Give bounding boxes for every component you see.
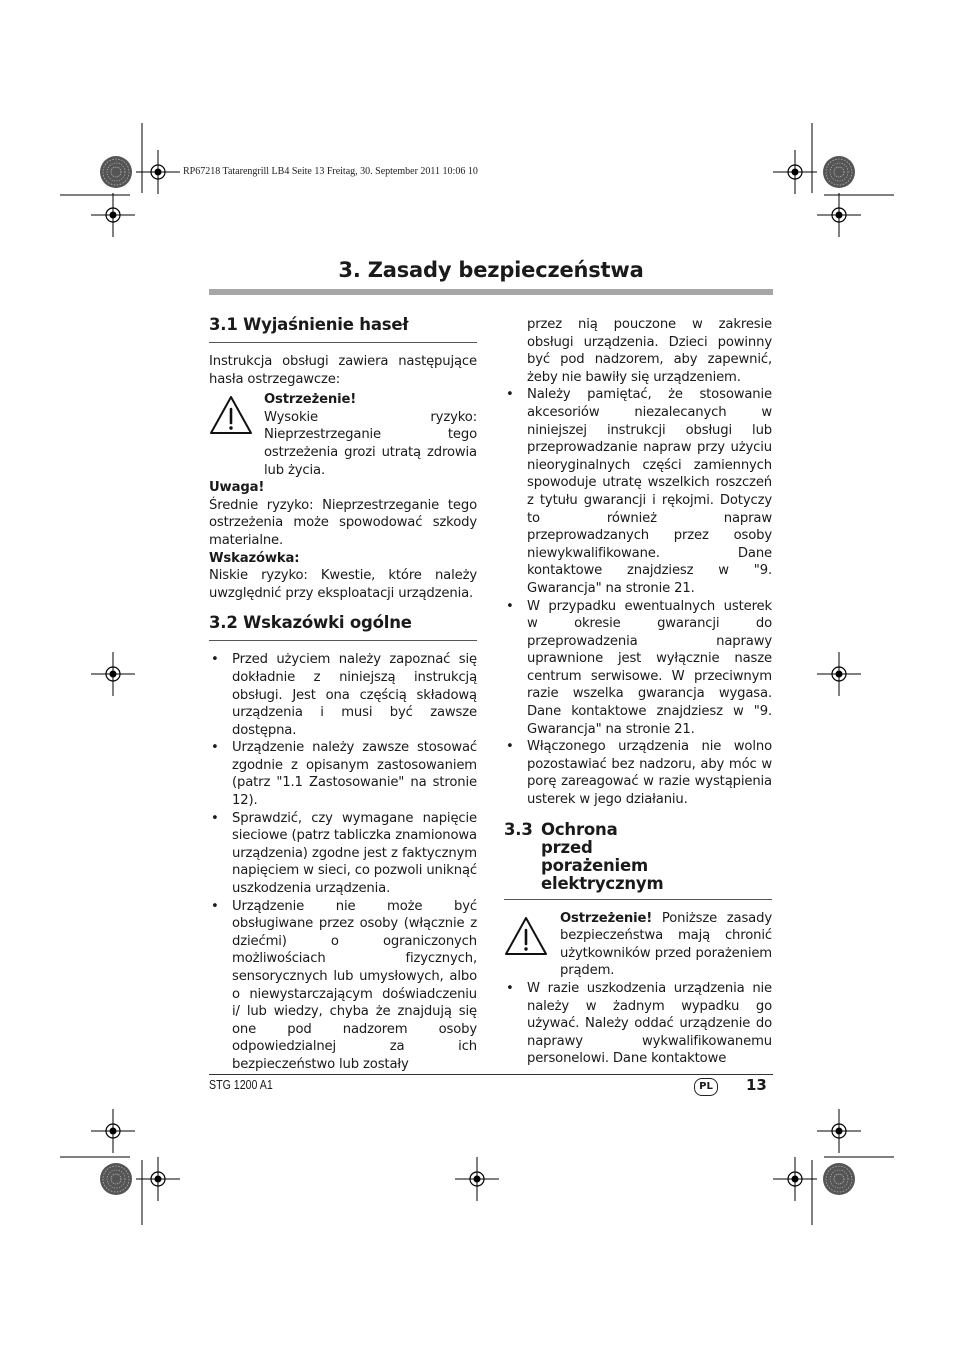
section-divider [209,342,477,343]
warning-text: Poniższe zasady bezpieczeństwa mają chronić użytkowników przed porażeniem prądem. [560,910,772,979]
general-safety-list [209,651,477,1073]
section-3-2-heading: 3.2 Wskazówki ogólne [209,613,412,633]
list-item: • Urządzenie należy zawsze stosować zgodnie z opisanym zastosowaniem (patrz "1.1 Zastosowanie" na stronie 12). [209,739,477,809]
footer-rule [209,1074,773,1075]
warning-label: Ostrzeżenie! [560,910,653,926]
continuation-text: przez nią pouczone w zakresie obsługi urządzenia. Dzieci powinny być pod nadzorem, aby zapewnić, żeby nie bawiły się urządzeniem. [527,317,772,385]
warning-triangle-icon [209,395,253,435]
general-safety-list-continued [504,386,772,808]
list-item: • Należy pamiętać, że stosowanie akcesoriów niezalecanych w niniejszej instrukcji obsługi lub przeprowadzanie napraw przy użyciu nieoryginalnych części zamiennych spowoduje utratę wszelkich roszczeń z tytułu gwarancji i rękojmi. Dotyczy to również napraw przeprowadzanych przez osoby niewykwalifikowane. Dane kontaktowe znajdziesz w "9. Gwarancja" na stronie 21. [504,386,772,597]
list-item: • Przed użyciem należy zapoznać się dokładnie z niniejszą instrukcją obsługi. Jest ona częścią składową urządzenia i musi być zawsze dostępna. [209,651,477,739]
print-info-line: RP67218 Tatarengrill LB4 Seite 13 Freitag, 30. September 2011 10:06 10 [183,166,478,177]
electric-safety-list [504,980,772,1068]
list-item: • Włączonego urządzenia nie wolno pozostawiać bez nadzoru, aby móc w porę zareagować w razie wystąpienia usterek w jego działaniu. [504,738,772,808]
chapter-title: 3. Zasady bezpieczeństwa [338,258,644,282]
list-item: • Sprawdzić, czy wymagane napięcie sieciowe (patrz tabliczka znamionowa urządzenia) zgodne jest z faktycznym napięciem w sieci, co pozwoli uniknąć uszkodzenia urządzenia. [209,810,477,898]
left-column [209,316,477,1074]
language-badge: PL [694,1078,718,1096]
section-number: 3.3 [504,819,533,839]
title-underline-bar [209,289,773,295]
list-item: • Urządzenie nie może być obsługiwane przez osoby (włącznie z dziećmi) o ograniczonych możliwościach fizycznych, sensorycznych lub umysłowych, albo o niewystarczającym doświadczeniu i/ lub wiedzy, chyba że znajdują się one pod nadzorem osoby odpowiedzialnej za ich bezpieczeństwo lub zostały [209,898,477,1074]
warning-text: Wysokie ryzyko: Nieprzestrzeganie tego ostrzeżenia grozi utratą zdrowia lub życia. [264,409,477,478]
warning-block [504,910,772,980]
note-text: Niskie ryzyko: Kwestie, które należy uwzględnić przy eksploatacji urządzenia. [209,568,477,601]
intro-text: Instrukcja obsługi zawiera następujące hasła ostrzegawcze: [209,354,477,387]
caution-label: Uwaga! [209,480,265,496]
list-item: • W razie uszkodzenia urządzenia nie należy w żadnym wypadku go używać. Należy oddać urządzenie do naprawy wykwalifikowanemu personelowi. Dane kontaktowe [504,980,772,1068]
warning-label: Ostrzeżenie! [264,392,357,408]
section-divider [504,899,772,900]
section-title: Ochrona przed porażeniem elektrycznym [541,819,664,893]
right-column [504,316,772,1068]
note-label: Wskazówka: [209,550,300,566]
caution-text: Średnie ryzyko: Nieprzestrzeganie tego ostrzeżenia może spowodować szkody materialne. [209,497,477,548]
section-3-1-heading: 3.1 Wyjaśnienie haseł [209,315,409,334]
warning-paragraph [560,910,772,980]
warning-triangle-icon [504,916,548,956]
footer-model: STG 1200 A1 [209,1078,273,1092]
section-3-3-heading [504,821,772,893]
warning-block [209,391,477,479]
section-divider [209,640,477,641]
page-number: 13 [746,1076,767,1094]
list-item: • W przypadku ewentualnych usterek w okresie gwarancji do przeprowadzenia naprawy uprawnione jest wyłącznie nasze centrum serwisowe. W przeciwnym razie wszelka gwarancja wygasa. Dane kontaktowe znajdziesz w "9. Gwarancja" na stronie 21. [504,598,772,739]
